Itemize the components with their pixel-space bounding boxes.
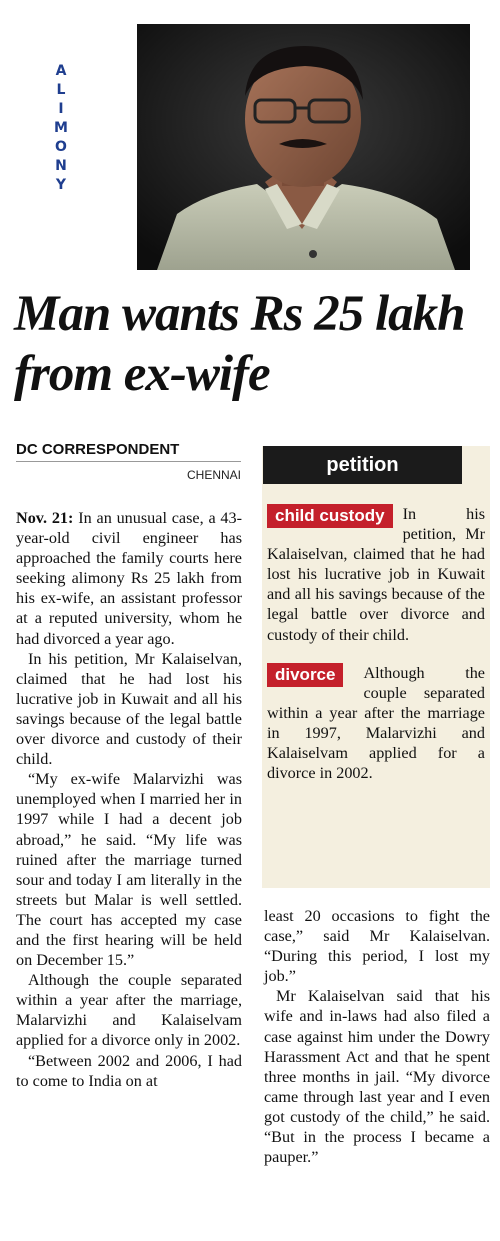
article-paragraph: Although the couple separated within a year after the marriage, Malarvizhi and Kalaiselvam applied for a divorce only in 2002. xyxy=(16,971,242,1050)
tag-child-custody: child custody xyxy=(267,504,393,528)
tag-divorce: divorce xyxy=(267,663,343,687)
byline: DC CORRESPONDENT xyxy=(16,441,180,458)
side-letter: A xyxy=(55,63,67,79)
article-paragraph: “My ex-wife Malarvizhi was unemployed when I married her in 1997 while I had a decent job abroad,” he said. “My life was ruined after the marriage turned sour and today I am literally in the streets but Malar is well settled. The court has accepted my case and the first hearing will be held on December 15.” xyxy=(16,770,242,970)
side-letter: N xyxy=(55,158,67,174)
sidebar-title: petition xyxy=(263,446,462,484)
article-paragraph xyxy=(16,508,242,649)
article-paragraph: Mr Kalaiselvan said that his wife and in-laws had also filed a case against him under the Dowry Harassment Act and that he spent three months in jail. “My divorce came through last year and I even got custody of the child,” he said. “But in the process I became a pauper.” xyxy=(264,987,490,1167)
dateline: CHENNAI xyxy=(186,468,241,482)
sidebar-body xyxy=(267,504,485,801)
article-paragraph: In his petition, Mr Kalaiselvan, claimed that he had lost his lucrative job in Kuwait and all his savings because of the legal battle over divorce and custody of their child. xyxy=(16,649,242,769)
side-letter: O xyxy=(55,139,67,155)
side-letter: Y xyxy=(55,177,67,193)
byline-divider xyxy=(16,461,241,462)
sidebar-item xyxy=(267,663,485,784)
sidebar-item-text: Although the couple separated within a year after the marriage in 1997, Malarvizhi and Kalaiselvam applied for a divorce in 2002. xyxy=(267,663,485,783)
article-paragraph: least 20 occasions to fight the case,” said Mr Kalaiselvan. “During this period, I lost my job.” xyxy=(264,907,490,986)
article-column-left xyxy=(16,508,242,1091)
portrait-photo xyxy=(137,24,470,270)
sidebar-item-text: In his petition, Mr Kalaiselvan, claimed that he had lost his lucrative job in Kuwait and all his savings because of the legal battle over divorce and custody of their child. xyxy=(267,505,485,644)
lead-date: Nov. 21: xyxy=(16,509,74,527)
article-column-right xyxy=(264,906,490,1167)
side-letter: I xyxy=(58,101,64,117)
side-letter: L xyxy=(56,82,66,98)
vertical-section-label xyxy=(52,62,70,195)
lead-text: In an unusual case, a 43-year-old civil engineer has approached the family courts here seeking alimony Rs 25 lakh from his ex-wife, an assistant professor at a reputed university, whom he had divorced a year ago. xyxy=(16,509,242,648)
side-letter: M xyxy=(54,120,68,136)
sidebar-item xyxy=(267,504,485,645)
headline: Man wants Rs 25 lakh from ex-wife xyxy=(14,286,465,402)
article-paragraph: “Between 2002 and 2006, I had to come to India on at xyxy=(16,1051,242,1090)
